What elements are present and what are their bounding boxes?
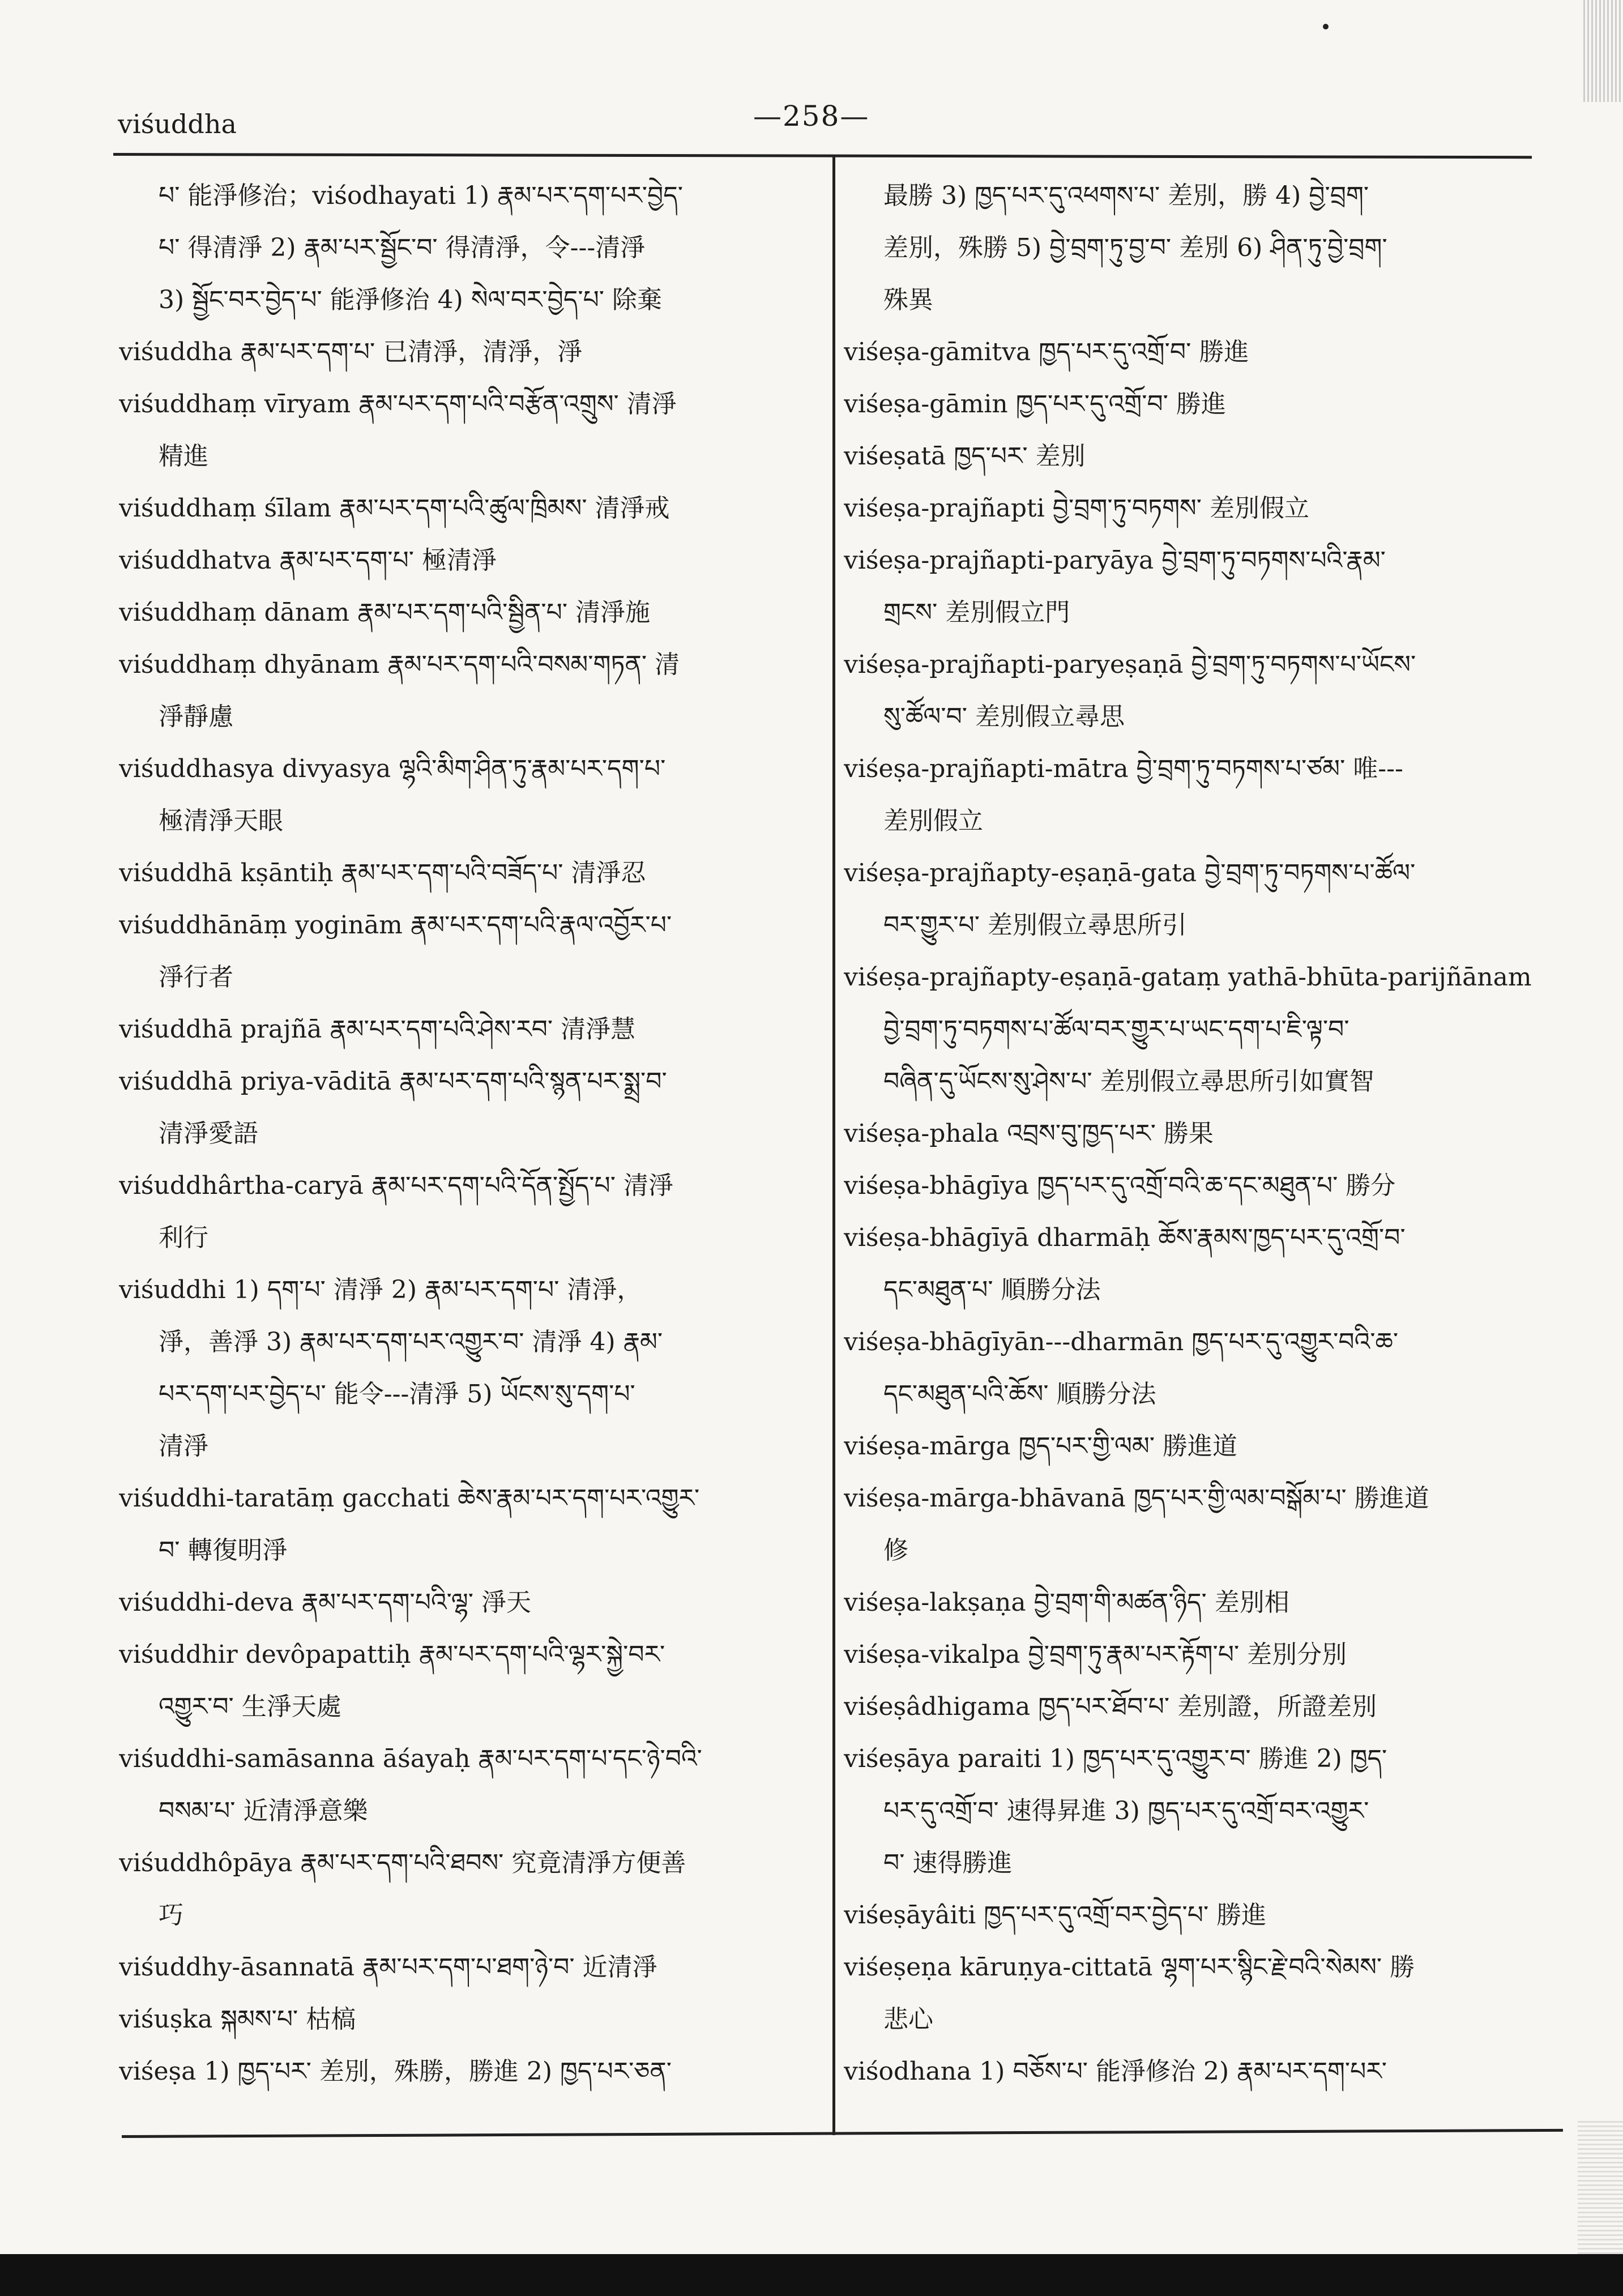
entry-line: viśuddhatva རྣམ་པར་དག་པ་ 極清淨 [119, 546, 497, 575]
entry-line: viśeṣa-gāmin ཁྱད་པར་དུ་འགྲོ་བ་ 勝進 [844, 390, 1226, 419]
entry-line: viśeṣa-mārga ཁྱད་པར་གྱི་ལམ་ 勝進道 [844, 1432, 1238, 1461]
entry-line: viśeṣa-mārga-bhāvanā ཁྱད་པར་གྱི་ལམ་བསྒོམ་པ་ 勝進道 [844, 1484, 1429, 1513]
entry-continuation-line: དང་མཐུན་པ་ 順勝分法 [883, 1275, 1101, 1304]
entry-continuation-line: པར་དུ་འགྲོ་བ་ 速得昇進 3) ཁྱད་པར་དུ་འགྲོ་བར་འགྱུར་ [883, 1796, 1369, 1825]
entry-line: viśuddhā prajñā རྣམ་པར་དག་པའི་ཤེས་རབ་ 清淨慧 [119, 1015, 636, 1044]
entry-line: viśeṣa-phala འབྲས་བུ་ཁྱད་པར་ 勝果 [844, 1119, 1214, 1148]
entry-line: viśeṣa 1) ཁྱད་པར་ 差別，殊勝，勝進 2) ཁྱད་པར་ཅན་ [119, 2057, 672, 2086]
scan-edge-shadow [1583, 0, 1623, 102]
entry-line: viśuddha རྣམ་པར་དག་པ་ 已清淨，清淨，淨 [119, 338, 583, 366]
entry-line: viśuddhy-āsannatā རྣམ་པར་དག་པ་ཐག་ཉེ་བ་ 近清淨 [119, 1953, 657, 1982]
top-rule [113, 153, 1532, 159]
column-divider [832, 156, 835, 2135]
entry-continuation-line: 最勝 3) ཁྱད་པར་དུ་འཕགས་པ་ 差別，勝 4) བྱེ་བྲག་ [883, 181, 1369, 210]
entry-line: viśeṣa-gāmitva ཁྱད་པར་དུ་འགྲོ་བ་ 勝進 [844, 338, 1249, 366]
entry-line: viśeṣeṇa kāruṇya-cittatā ལྷག་པར་སྙིང་རྗེ་བའི་སེམས་ 勝 [844, 1953, 1415, 1982]
entry-line: viśeṣāya paraiti 1) ཁྱད་པར་དུ་འགྱུར་བ་ 勝進 2) ཁྱད་ [844, 1744, 1387, 1773]
entry-line: viśeṣa-prajñapti བྱེ་བྲག་ཏུ་བཏགས་ 差別假立 [844, 494, 1309, 523]
entry-line: viśeṣa-lakṣaṇa བྱེ་བྲག་གི་མཚན་ཉིད་ 差別相 [844, 1588, 1289, 1617]
entry-continuation-line: 3) སྦྱོང་བར་བྱེད་པ་ 能淨修治 4) སེལ་བར་བྱེད་པ་ 除棄 [159, 285, 663, 314]
entry-continuation-line: བ་ 速得勝進 [883, 1849, 1013, 1877]
entry-line: viśuddhasya divyasya ལྷའི་མིག་ཤིན་ཏུ་རྣམ་པར་དག་པ་ [119, 754, 666, 783]
entry-line: viśuddhi-samāsanna āśayaḥ རྣམ་པར་དག་པ་དང་ཉེ་བའི་ [119, 1744, 702, 1773]
right-column [844, 170, 1546, 2098]
entry-continuation-line: 清淨愛語 [159, 1119, 258, 1148]
entry-continuation-line: སུ་ཚོལ་བ་ 差別假立尋思 [883, 702, 1125, 731]
entry-continuation-line: 極清淨天眼 [159, 806, 283, 835]
entry-continuation-line: 淨靜慮 [159, 702, 233, 731]
entry-line: viśeṣa-prajñapty-eṣaṇā-gataṃ yathā-bhūta-parijñānam [844, 963, 1532, 992]
entry-continuation-line: 殊異 [883, 285, 933, 314]
entry-continuation-line: 巧 [159, 1901, 183, 1930]
entry-line: viśuddhi-deva རྣམ་པར་དག་པའི་ལྷ་ 淨天 [119, 1588, 532, 1617]
entry-line: viśeṣa-prajñapti-paryāya བྱེ་བྲག་ཏུ་བཏགས་པའི་རྣམ་ [844, 546, 1386, 575]
entry-continuation-line: 清淨 [159, 1432, 208, 1461]
entry-continuation-line: པ་ 能淨修治；viśodhayati 1) རྣམ་པར་དག་པར་བྱེད་ [159, 181, 683, 210]
entry-line: viśeṣa-bhāgīyān---dharmān ཁྱད་པར་དུ་འགྱུར་བའི་ཆ་ [844, 1328, 1399, 1356]
entry-continuation-line: གྲངས་ 差別假立門 [883, 598, 1070, 627]
entry-continuation-line: 利行 [159, 1223, 208, 1252]
entry-line: viśuddhi-taratāṃ gacchati ཆེས་རྣམ་པར་དག་པར་འགྱུར་ [119, 1484, 700, 1513]
entry-line: viśuddhānāṃ yoginām རྣམ་པར་དག་པའི་རྣལ་འབྱོར་པ་ [119, 911, 672, 940]
entry-continuation-line: འགྱུར་བ་ 生淨天處 [159, 1692, 341, 1721]
entry-line: viśeṣâdhigama ཁྱད་པར་ཐོབ་པ་ 差別證，所證差別 [844, 1692, 1377, 1721]
entry-line: viśeṣa-prajñapty-eṣaṇā-gata བྱེ་བྲག་ཏུ་བཏགས་པ་ཚོལ་ [844, 859, 1416, 887]
entry-continuation-line: 悲心 [883, 2005, 933, 2034]
scan-bottom-band [0, 2254, 1623, 2296]
entry-line: viśeṣa-prajñapti-mātra བྱེ་བྲག་ཏུ་བཏགས་པ་ཙམ་ 唯--- [844, 754, 1403, 783]
entry-line: viśeṣa-prajñapti-paryeṣaṇā བྱེ་བྲག་ཏུ་བཏགས་པ་ཡོངས་ [844, 650, 1416, 679]
entry-continuation-line: བསམ་པ་ 近清淨意樂 [159, 1796, 368, 1825]
entry-continuation-line: 淨，善淨 3) རྣམ་པར་དག་པར་འགྱུར་བ་ 清淨 4) རྣམ་ [159, 1328, 663, 1356]
scan-edge-shadow-bottom [1578, 2118, 1623, 2254]
entry-continuation-line: བ་ 轉復明淨 [159, 1536, 288, 1565]
entry-line: viśuddhaṃ dhyānam རྣམ་པར་དག་པའི་བསམ་གཏན་ 清 [119, 650, 680, 679]
entry-continuation-line: པར་དག་པར་བྱེད་པ་ 能令---清淨 5) ཡོངས་སུ་དག་པ་ [159, 1380, 635, 1409]
entry-line: viśuddhârtha-caryā རྣམ་པར་དག་པའི་དོན་སྤྱོད་པ་ 清淨 [119, 1171, 673, 1200]
entry-line: viśuddhaṃ śīlam རྣམ་པར་དག་པའི་ཚུལ་ཁྲིམས་ 清淨戒 [119, 494, 670, 523]
entry-line: viśuddhā priya-vāditā རྣམ་པར་དག་པའི་སྙན་པར་སྨྲ་བ་ [119, 1067, 667, 1096]
entry-continuation-line: 修 [883, 1536, 908, 1565]
page-number: —258— [753, 100, 870, 133]
bottom-rule [122, 2129, 1563, 2138]
entry-line: viśeṣa-vikalpa བྱེ་བྲག་ཏུ་རྣམ་པར་རྟོག་པ་ 差別分別 [844, 1640, 1347, 1669]
entry-line: viśeṣāyâiti ཁྱད་པར་དུ་འགྲོ་བར་བྱེད་པ་ 勝進 [844, 1901, 1267, 1930]
entry-line: viśeṣatā ཁྱད་པར་ 差別 [844, 442, 1086, 471]
entry-continuation-line: བྱེ་བྲག་ཏུ་བཏགས་པ་ཚོལ་བར་གྱུར་པ་ཡང་དག་པ་ཇི་ལྟ་བ་ [883, 1015, 1349, 1044]
entry-continuation-line: 差別，殊勝 5) བྱེ་བྲག་ཏུ་བྱ་བ་ 差別 6) ཤིན་ཏུ་བྱེ་བྲག་ [883, 233, 1387, 262]
scan-speck [1323, 24, 1329, 29]
entry-line: viśuddhir devôpapattiḥ རྣམ་པར་དག་པའི་ལྷར་སྐྱེ་བར་ [119, 1640, 665, 1669]
left-column [119, 170, 821, 2098]
entry-line: viśeṣa-bhāgīya ཁྱད་པར་དུ་འགྲོ་བའི་ཆ་དང་མཐུན་པ་ 勝分 [844, 1171, 1396, 1200]
entry-continuation-line: བཞིན་དུ་ཡོངས་སུ་ཤེས་པ་ 差別假立尋思所引如實智 [883, 1067, 1374, 1096]
entry-line: viśodhana 1) བཅོས་པ་ 能淨修治 2) རྣམ་པར་དག་པར་ [844, 2057, 1387, 2086]
entry-line: viśuddhaṃ vīryam རྣམ་པར་དག་པའི་བརྩོན་འགྲུས་ 清淨 [119, 390, 677, 419]
entry-continuation-line: 淨行者 [159, 963, 233, 992]
entry-line: viśeṣa-bhāgīyā dharmāḥ ཆོས་རྣམས་ཁྱད་པར་དུ་འགྲོ་བ་ [844, 1223, 1406, 1252]
entry-line: viśuddhaṃ dānam རྣམ་པར་དག་པའི་སྦྱིན་པ་ 清淨施 [119, 598, 651, 627]
entry-line: viśuddhā kṣāntiḥ རྣམ་པར་དག་པའི་བཟོད་པ་ 清淨忍 [119, 859, 646, 887]
entry-line: viśuddhôpāya རྣམ་པར་དག་པའི་ཐབས་ 究竟清淨方便善 [119, 1849, 686, 1877]
entry-continuation-line: 精進 [159, 442, 208, 471]
entry-line: viśuddhi 1) དག་པ་ 清淨 2) རྣམ་པར་དག་པ་ 清淨， [119, 1275, 642, 1304]
entry-continuation-line: དང་མཐུན་པའི་ཆོས་ 順勝分法 [883, 1380, 1156, 1409]
entry-continuation-line: བར་གྱུར་པ་ 差別假立尋思所引 [883, 911, 1187, 940]
running-header-word: viśuddha [118, 109, 237, 139]
entry-continuation-line: པ་ 得清淨 2) རྣམ་པར་སྦྱོང་བ་ 得清淨，令---清淨 [159, 233, 646, 262]
entry-continuation-line: 差別假立 [883, 806, 983, 835]
entry-line: viśuṣka སྐམས་པ་ 枯槁 [119, 2005, 356, 2034]
